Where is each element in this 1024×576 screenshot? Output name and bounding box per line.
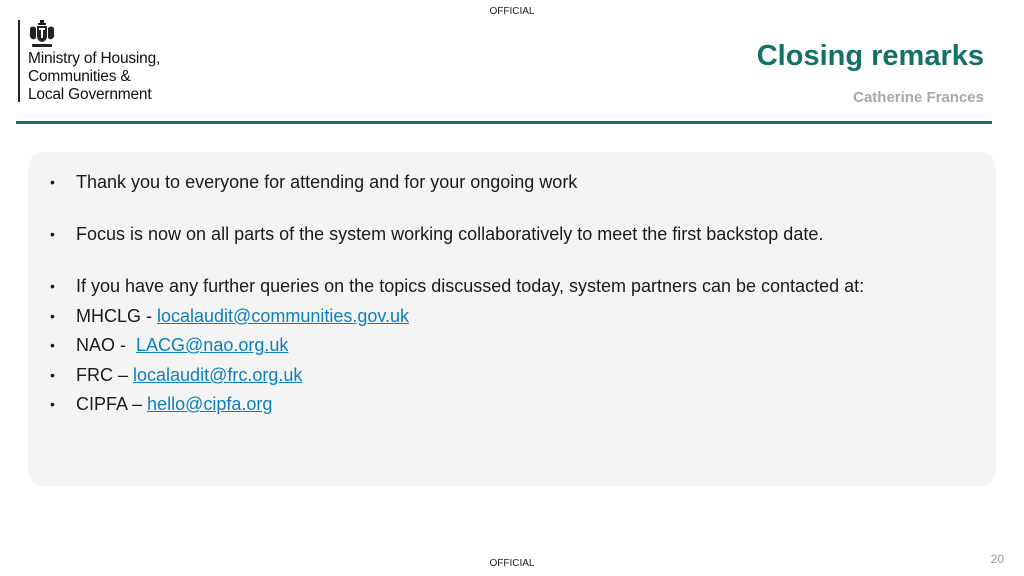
- department-name-line-1: Ministry of Housing,: [28, 50, 161, 67]
- department-logo: [18, 20, 161, 103]
- contact-cipfa: [50, 393, 272, 415]
- bullet-thanks: [50, 171, 577, 193]
- bullet-dot: •: [50, 308, 55, 324]
- bullet-text: Focus is now on all parts of the system working collaboratively to meet the first backstop date.: [76, 224, 824, 244]
- bullet-dot: •: [50, 337, 55, 353]
- slide-title: Closing remarks: [756, 40, 984, 72]
- email-link-cipfa[interactable]: hello@cipfa.org: [147, 394, 273, 414]
- bullet-dot: •: [50, 278, 55, 294]
- department-name-line-2: Communities &: [28, 68, 131, 85]
- contact-prefix: MHCLG -: [76, 306, 157, 326]
- department-name-line-3: Local Government: [28, 86, 152, 103]
- bullet-text: Thank you to everyone for attending and for your ongoing work: [76, 172, 578, 192]
- classification-bottom: OFFICIAL: [489, 558, 535, 569]
- contact-prefix: NAO -: [76, 335, 137, 355]
- classification-top: OFFICIAL: [489, 6, 535, 17]
- bullet-dot: •: [50, 226, 55, 242]
- bullet-queries: [50, 275, 864, 297]
- contact-frc: [50, 364, 302, 386]
- header-divider: [16, 121, 992, 124]
- email-link-nao[interactable]: LACG@nao.org.uk: [136, 335, 289, 355]
- bullet-text: If you have any further queries on the topics discussed today, system partners can be contacted at:: [76, 276, 865, 296]
- bullet-dot: •: [50, 396, 55, 412]
- email-link-mhclg[interactable]: localaudit@communities.gov.uk: [157, 306, 410, 326]
- contact-mhclg: [50, 305, 409, 327]
- department-name: [28, 50, 208, 104]
- bullet-dot: •: [50, 174, 55, 190]
- royal-coat-of-arms-icon: [26, 20, 58, 50]
- contact-prefix: CIPFA –: [76, 394, 148, 414]
- content-panel: [28, 152, 996, 486]
- bullet-dot: •: [50, 367, 55, 383]
- page-number: 20: [990, 552, 1004, 566]
- contact-prefix: FRC –: [76, 365, 134, 385]
- email-link-frc[interactable]: localaudit@frc.org.uk: [133, 365, 303, 385]
- presenter-name: Catherine Frances: [853, 89, 984, 106]
- contact-nao: [50, 334, 288, 356]
- bullet-focus: [50, 223, 823, 245]
